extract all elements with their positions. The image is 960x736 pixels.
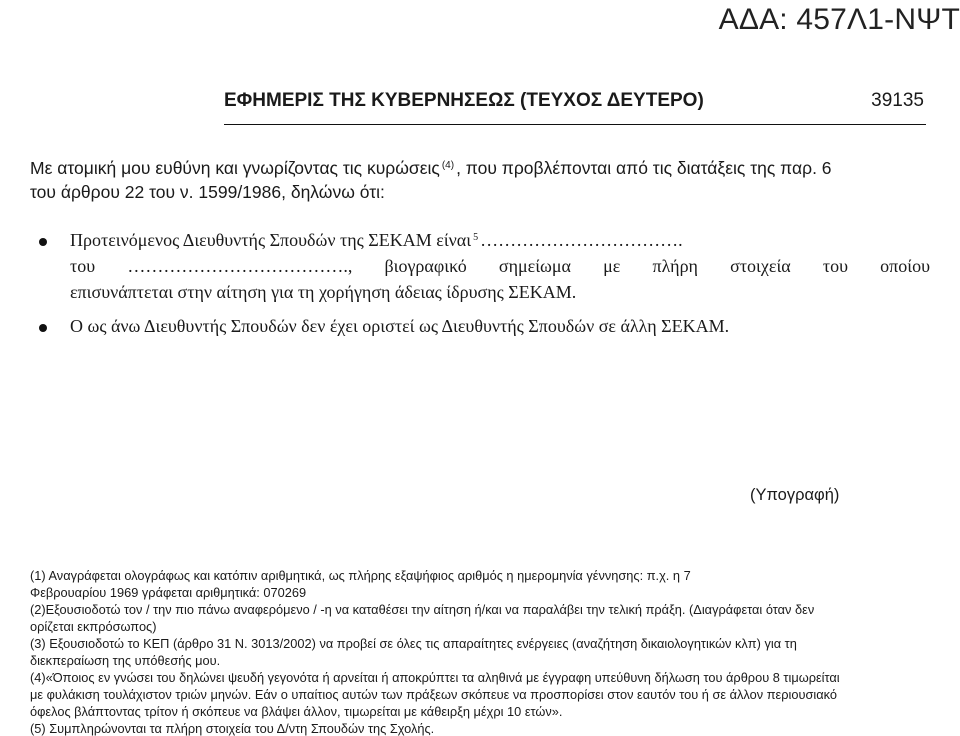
footnote-2-line-2: ορίζεται εκπρόσωπος) xyxy=(30,619,157,634)
footnote-4-line-3: όφελος βλάπτοντας τρίτον ή σκόπευε να βλάψει άλλον, τιμωρείται με κάθειρξη μέχρι 10 ετών». xyxy=(30,704,563,719)
bullet1-footnote-ref: 5 xyxy=(473,232,479,243)
bullet1-line2-b: ………………………………., xyxy=(127,256,353,276)
page-number: 39135 xyxy=(871,90,924,111)
footnote-2-line-1: (2)Εξουσιοδοτώ τον / την πιο πάνω αναφερόμενο / -η να καταθέσει την αίτηση ή/και να παραλάβει την τελική πράξη. (Διαγράφεται όταν δεν xyxy=(30,602,815,617)
header-rule xyxy=(224,124,926,125)
intro-line-1 xyxy=(30,158,832,179)
footnote-4-line-1: (4)«Όποιος εν γνώσει του δηλώνει ψευδή γεγονότα ή αρνείται ή αποκρύπτει τα αληθινά με έγγραφη υπεύθυνη δήλωση του άρθρου 8 τιμωρείται xyxy=(30,670,840,685)
footnote-1-line-2: Φεβρουαρίου 1969 γράφεται αριθμητικά: 070269 xyxy=(30,585,307,600)
bullet1-dots: ……………………………. xyxy=(480,230,683,250)
footnote-1-line-1: (1) Αναγράφεται ολογράφως και κατόπιν αριθμητικά, ως πλήρης εξαψήφιος αριθμός η ημερομηνία γέννησης: π.χ. η 7 xyxy=(30,568,691,583)
bullet1-line2-c: βιογραφικό σημείωμα με πλήρη στοιχεία του οποίου xyxy=(384,256,931,276)
bullet-marker-2 xyxy=(39,324,47,332)
bullet-marker-1 xyxy=(39,238,47,246)
signature-label: (Υπογραφή) xyxy=(750,486,840,504)
footnote-5-line-1: (5) Συμπληρώνονται τα πλήρη στοιχεία του Δ/ντη Σπουδών της Σχολής. xyxy=(30,721,435,736)
footnote-3-line-2: διεκπεραίωση της υπόθεσής μου. xyxy=(30,653,221,668)
bullet2-text: Ο ως άνω Διευθυντής Σπουδών δεν έχει οριστεί ως Διευθυντής Σπουδών σε άλλη ΣΕΚΑΜ. xyxy=(70,316,730,336)
intro-text-1: Με ατομική μου ευθύνη και γνωρίζοντας τις κυρώσεις xyxy=(30,158,440,178)
gazette-header-title: ΕΦΗΜΕΡΙΣ ΤΗΣ ΚΥΒΕΡΝΗΣΕΩΣ (ΤΕΥΧΟΣ ΔΕΥΤΕΡΟ) xyxy=(224,90,704,111)
bullet1-line-3: επισυνάπτεται στην αίτηση για τη χορήγηση άδειας ίδρυσης ΣΕΚΑΜ. xyxy=(70,282,577,302)
ada-code: ΑΔΑ: 457Λ1-ΝΨΤ xyxy=(718,3,960,36)
bullet1-line2-a: του xyxy=(70,256,96,276)
intro-line-2: του άρθρου 22 του ν. 1599/1986, δηλώνω ότι: xyxy=(30,182,385,202)
intro-text-2: , που προβλέπονται από τις διατάξεις της παρ. 6 xyxy=(456,158,832,178)
footnote-3-line-1: (3) Εξουσιοδοτώ το ΚΕΠ (άρθρο 31 Ν. 3013/2002) να προβεί σε όλες τις απαραίτητες ενέργειες (αναζήτηση δικαιολογητικών κλπ) για τη xyxy=(30,636,797,651)
bullet1-text: Προτεινόμενος Διευθυντής Σπουδών της ΣΕΚΑΜ είναι xyxy=(70,230,472,250)
footnote-4-line-2: με φυλάκιση τουλάχιστον τριών μηνών. Εάν ο υπαίτιος αυτών των πράξεων σκόπευε να προσπορίσει στον εαυτόν του ή σε άλλον περιουσιακό xyxy=(30,687,837,702)
bullet1-line-1 xyxy=(70,230,683,251)
intro-footnote-ref: (4) xyxy=(441,160,455,171)
bullet1-line-2 xyxy=(70,256,930,277)
